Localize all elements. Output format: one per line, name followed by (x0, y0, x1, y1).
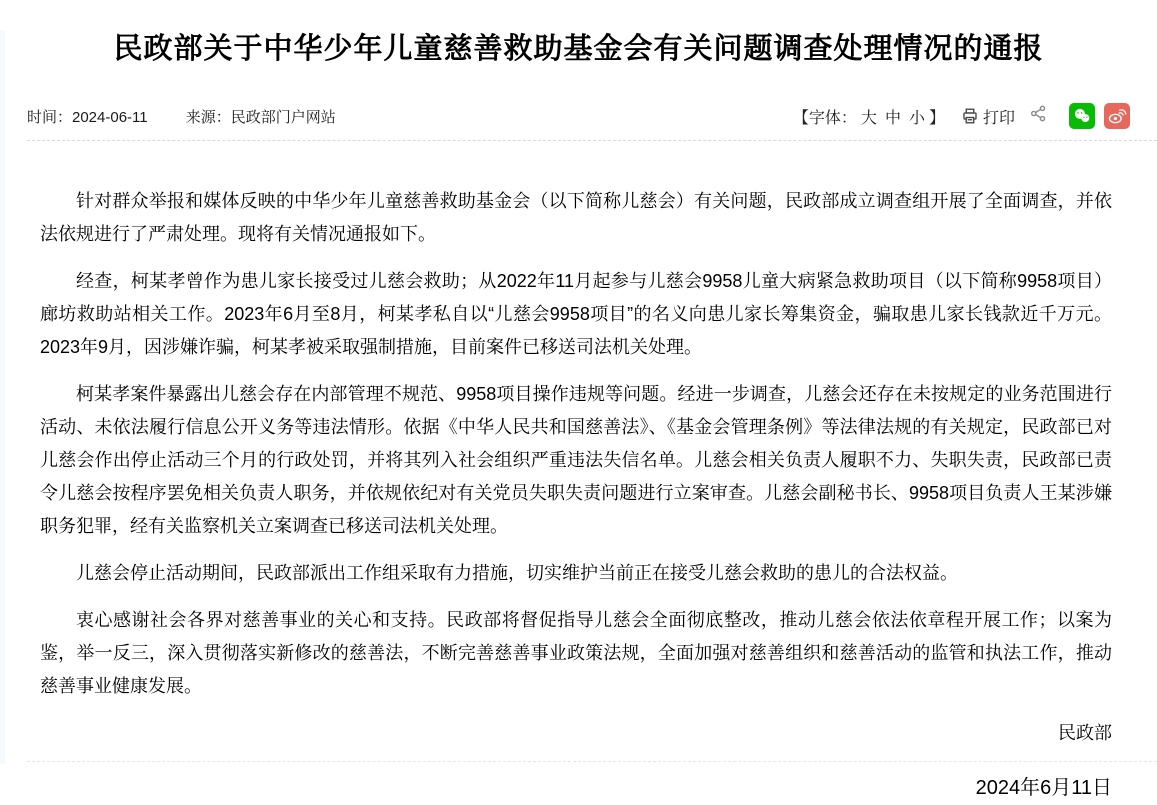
share-button[interactable] (1029, 104, 1048, 128)
article-paragraph: 经查，柯某孝曾作为患儿家长接受过儿慈会救助；从2022年11月起参与儿慈会9958儿童大病紧急救助项目（以下简称9958项目）廊坊救助站相关工作。2023年6月至8月，柯某孝私自以“儿慈会9958项目”的名义向患儿家长筹集资金，骗取患儿家长钱款近千万元。2023年9月，因涉嫌诈骗，柯某孝被采取强制措施，目前案件已移送司法机关处理。 (40, 271, 1112, 358)
printer-icon (961, 107, 983, 125)
article-title: 民政部关于中华少年儿童慈善救助基金会有关问题调查处理情况的通报 (113, 33, 1044, 65)
wechat-share-button[interactable] (1069, 103, 1095, 129)
meta-source: 来源：民政部门户网站 (185, 108, 336, 126)
bottom-divider (27, 761, 1157, 762)
meta-time: 时间：2024-06-11 (27, 108, 148, 126)
page-left-edge (0, 30, 5, 764)
font-large-button[interactable]: 大 (860, 109, 877, 127)
article-paragraph: 儿慈会停止活动期间，民政部派出工作组采取有力措施，切实维护当前正在接受儿慈会救助的患儿的合法权益。 (76, 563, 958, 584)
signature: 民政部 (1058, 723, 1112, 744)
font-medium-button[interactable]: 中 (884, 109, 901, 127)
publish-date: 2024年6月11日 (975, 777, 1112, 800)
meta-row (27, 103, 1130, 129)
font-size-prefix: 【字体： (792, 109, 857, 127)
print-label: 打印 (982, 109, 1015, 127)
wechat-icon (1072, 106, 1092, 126)
article-body (0, 141, 1157, 703)
article-paragraph: 衷心感谢社会各界对慈善事业的关心和支持。民政部将督促指导儿慈会全面彻底整改，推动儿慈会依法依章程开展工作；以案为鉴，举一反三，深入贯彻落实新修改的慈善法，不断完善慈善事业政策法规，全面加强对慈善组织和慈善活动的监管和执法工作，推动慈善事业健康发展。 (40, 610, 1112, 697)
weibo-share-button[interactable] (1104, 103, 1130, 129)
article-paragraph: 柯某孝案件暴露出儿慈会存在内部管理不规范、9958项目操作违规等问题。经进一步调查，儿慈会还存在未按规定的业务范围进行活动、未依法履行信息公开义务等违法情形。依据《中华人民共和国慈善法》、《基金会管理条例》等法律法规的有关规定，民政部已对儿慈会作出停止活动三个月的行政处罚，并将其列入社会组织严重违法失信名单。儿慈会相关负责人履职不力、失职失责，民政部已责令儿慈会按程序罢免相关负责人职务，并依规依纪对有关党员失职失责问题进行立案审查。儿慈会副秘书长、9958项目负责人王某涉嫌职务犯罪，经有关监察机关立案调查已移送司法机关处理。 (40, 384, 1112, 537)
article-paragraph: 针对群众举报和媒体反映的中华少年儿童慈善救助基金会（以下简称儿慈会）有关问题，民政部成立调查组开展了全面调查，并依法依规进行了严肃处理。现将有关情况通报如下。 (40, 191, 1112, 245)
font-small-button[interactable]: 小 (908, 109, 925, 127)
font-size-suffix: 】 (928, 109, 945, 127)
weibo-icon (1107, 106, 1127, 126)
meta-right (793, 103, 1130, 129)
print-button[interactable] (961, 105, 1015, 128)
share-icon (1029, 104, 1048, 128)
meta-left (27, 106, 370, 127)
font-size-control (793, 105, 945, 128)
